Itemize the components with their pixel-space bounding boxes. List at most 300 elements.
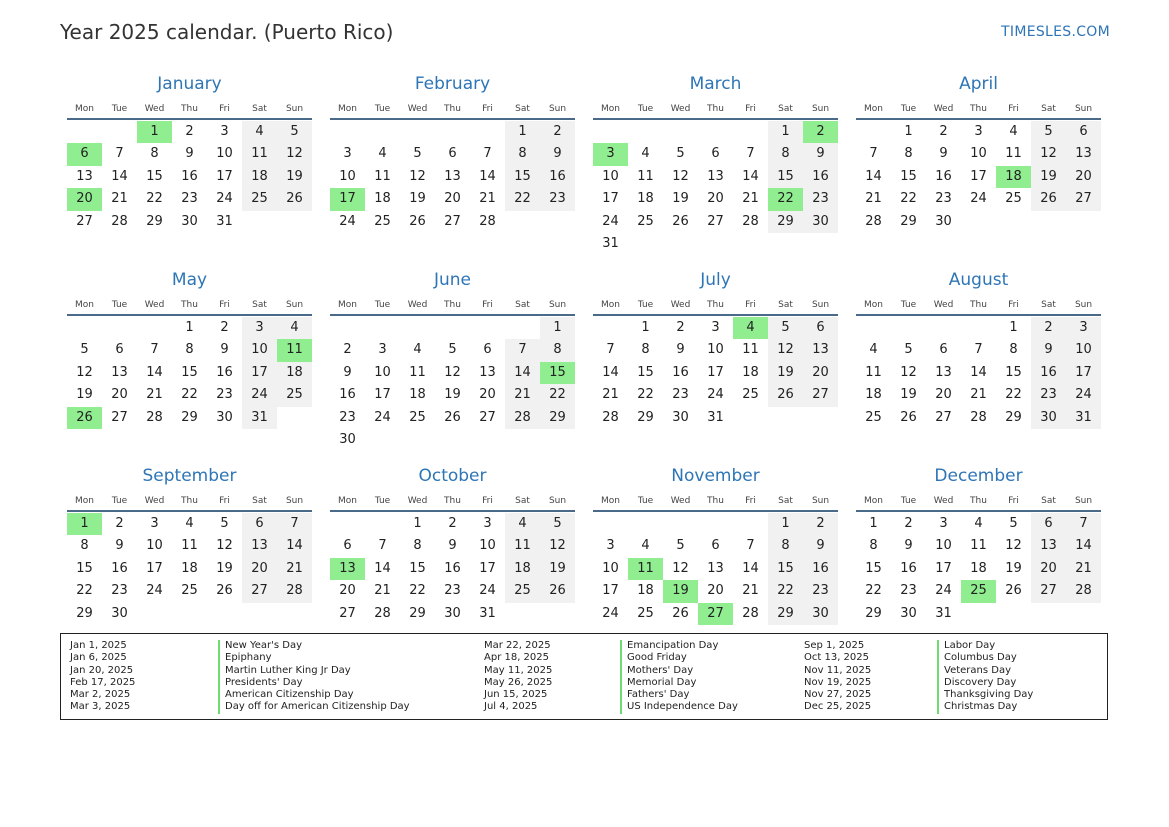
day-cell: 20: [242, 558, 277, 580]
weekday-label: Sat: [515, 496, 530, 506]
day-cell: 8: [540, 339, 575, 361]
weekday-label: Fri: [1008, 104, 1019, 114]
day-cell: 12: [900, 364, 917, 380]
day-cell: 14: [505, 362, 540, 384]
weekday-header: [593, 98, 838, 120]
day-cell: 15: [865, 560, 882, 576]
day-cell: 2: [540, 121, 575, 143]
weekday-label: Sun: [811, 496, 830, 506]
day-cell: 16: [339, 387, 356, 403]
day-cell: 1: [505, 121, 540, 143]
day-cell: 22: [409, 583, 426, 599]
day-cell: 24: [479, 583, 496, 599]
day-cell: 27: [1031, 580, 1066, 602]
day-cell: 3: [483, 516, 492, 531]
day-cell: 28: [602, 409, 619, 425]
day-cell: 10: [146, 538, 163, 554]
legend-date: Jan 6, 2025: [70, 652, 127, 664]
day-cell: 7: [277, 513, 312, 535]
empty-cell: [67, 121, 102, 143]
day-cell: 27: [479, 409, 496, 425]
day-cell: 19: [672, 191, 689, 207]
day-cell: 28: [479, 213, 496, 229]
legend-date: Jan 20, 2025: [70, 664, 134, 676]
legend-date: Oct 13, 2025: [804, 652, 869, 664]
holiday-day-cell: 1: [67, 513, 102, 535]
month-july: [593, 266, 838, 451]
day-cell: 3: [150, 516, 159, 531]
day-cell: 2: [676, 320, 685, 335]
day-cell: 10: [707, 342, 724, 358]
weekday-label: Sun: [1074, 496, 1093, 506]
day-cell: 12: [540, 535, 575, 557]
legend-date: Jun 15, 2025: [484, 689, 548, 701]
day-cell: 23: [1031, 384, 1066, 406]
weekday-label: Thu: [181, 300, 198, 310]
day-cell: 15: [768, 166, 803, 188]
month-name: January: [157, 74, 222, 94]
day-cell: 17: [479, 560, 496, 576]
weekday-label: Wed: [670, 496, 691, 506]
holiday-day-cell: 6: [67, 143, 102, 165]
weekday-label: Thu: [444, 300, 461, 310]
site-link[interactable]: TIMESLES.COM: [1001, 24, 1110, 40]
legend-names-1: [218, 640, 410, 714]
empty-cell: [698, 121, 733, 143]
day-cell: 12: [768, 339, 803, 361]
month-name: November: [671, 466, 760, 486]
day-cell: 22: [768, 580, 803, 602]
day-cell: 2: [343, 342, 352, 358]
day-cell: 8: [768, 143, 803, 165]
day-cell: 7: [869, 146, 878, 162]
month-october: [330, 462, 575, 647]
day-cell: 29: [1005, 409, 1022, 425]
day-cell: 9: [939, 146, 948, 162]
legend-date: Jul 4, 2025: [484, 701, 538, 713]
day-cell: 1: [869, 516, 878, 531]
day-cell: 1: [768, 513, 803, 535]
empty-cell: [628, 513, 663, 535]
weekday-label: Sat: [252, 300, 267, 310]
day-cell: 3: [1066, 317, 1101, 339]
weekday-label: Mon: [864, 104, 883, 114]
day-cell: 21: [602, 387, 619, 403]
day-cell: 30: [181, 213, 198, 229]
day-cell: 28: [742, 605, 759, 621]
day-cell: 21: [742, 583, 759, 599]
day-cell: 5: [448, 342, 457, 358]
weekday-label: Mon: [338, 496, 357, 506]
day-cell: 5: [80, 342, 89, 358]
holiday-day-cell: 15: [540, 362, 575, 384]
day-cell: 16: [900, 560, 917, 576]
day-cell: 25: [277, 384, 312, 406]
weekday-label: Sat: [778, 300, 793, 310]
day-cell: 17: [970, 168, 987, 184]
day-cell: 20: [444, 191, 461, 207]
day-cell: 8: [1009, 342, 1018, 358]
empty-cell: [330, 121, 365, 143]
day-cell: 8: [505, 143, 540, 165]
weekday-label: Sun: [285, 300, 304, 310]
day-cell: 24: [242, 384, 277, 406]
weekday-label: Fri: [219, 496, 230, 506]
day-cell: 1: [768, 121, 803, 143]
day-cell: 10: [242, 339, 277, 361]
day-cell: 2: [115, 516, 124, 531]
legend-date: Feb 17, 2025: [70, 676, 136, 688]
day-cell: 11: [1005, 146, 1022, 162]
day-cell: 25: [409, 409, 426, 425]
day-cell: 12: [409, 168, 426, 184]
day-cell: 28: [865, 213, 882, 229]
day-cell: 18: [637, 191, 654, 207]
legend-names-3: [937, 640, 1033, 714]
day-cell: 3: [939, 516, 948, 531]
day-cell: 5: [1031, 121, 1066, 143]
weekday-label: Mon: [75, 300, 94, 310]
day-cell: 17: [146, 560, 163, 576]
day-cell: 13: [803, 339, 838, 361]
month-name: December: [934, 466, 1023, 486]
day-cell: 16: [540, 166, 575, 188]
day-cell: 11: [970, 538, 987, 554]
day-cell: 6: [242, 513, 277, 535]
weekday-label: Mon: [338, 104, 357, 114]
weekday-label: Tue: [900, 104, 917, 114]
empty-cell: [593, 121, 628, 143]
day-cell: 23: [900, 583, 917, 599]
day-cell: 14: [111, 168, 128, 184]
day-cell: 29: [146, 213, 163, 229]
days-grid: [330, 513, 575, 625]
day-cell: 23: [935, 191, 952, 207]
legend-holiday-name: Day off for American Citizenship Day: [218, 701, 410, 713]
day-cell: 13: [707, 560, 724, 576]
day-cell: 23: [444, 583, 461, 599]
weekday-label: Thu: [181, 496, 198, 506]
day-cell: 7: [746, 146, 755, 162]
day-cell: 29: [540, 407, 575, 429]
day-cell: 15: [900, 168, 917, 184]
day-cell: 9: [448, 538, 457, 554]
day-cell: 20: [707, 191, 724, 207]
day-cell: 18: [505, 558, 540, 580]
day-cell: 2: [448, 516, 457, 531]
days-grid: [67, 121, 312, 233]
weekday-header: [330, 490, 575, 512]
day-cell: 12: [1031, 143, 1066, 165]
empty-cell: [856, 317, 891, 339]
day-cell: 18: [277, 362, 312, 384]
day-cell: 9: [803, 535, 838, 557]
holiday-day-cell: 26: [67, 407, 102, 429]
legend-holiday-name: Epiphany: [218, 652, 410, 664]
day-cell: 18: [970, 560, 987, 576]
day-cell: 24: [602, 213, 619, 229]
month-january: [67, 70, 312, 255]
day-cell: 28: [505, 407, 540, 429]
legend-holiday-name: Fathers' Day: [620, 689, 738, 701]
day-cell: 26: [444, 409, 461, 425]
day-cell: 22: [146, 191, 163, 207]
legend-holiday-name: Martin Luther King Jr Day: [218, 665, 410, 677]
day-cell: 21: [1066, 558, 1101, 580]
day-cell: 19: [409, 191, 426, 207]
days-grid: [856, 317, 1101, 429]
month-name: April: [959, 74, 998, 94]
day-cell: 5: [540, 513, 575, 535]
day-cell: 13: [242, 535, 277, 557]
day-cell: 1: [904, 124, 913, 139]
legend-date: Mar 22, 2025: [484, 640, 551, 651]
empty-cell: [400, 317, 435, 339]
day-cell: 24: [146, 583, 163, 599]
day-cell: 23: [181, 191, 198, 207]
day-cell: 14: [742, 168, 759, 184]
weekday-label: Fri: [219, 104, 230, 114]
day-cell: 14: [742, 560, 759, 576]
day-cell: 11: [374, 168, 391, 184]
day-cell: 4: [1009, 124, 1018, 139]
day-cell: 3: [220, 124, 229, 139]
day-cell: 19: [768, 362, 803, 384]
day-cell: 18: [374, 191, 391, 207]
day-cell: 22: [865, 583, 882, 599]
weekday-label: Mon: [601, 104, 620, 114]
weekday-header: [856, 490, 1101, 512]
day-cell: 13: [444, 168, 461, 184]
day-cell: 26: [216, 583, 233, 599]
legend-names-2: [620, 640, 738, 714]
legend-holiday-name: Discovery Day: [937, 677, 1033, 689]
day-cell: 2: [185, 124, 194, 139]
day-cell: 7: [150, 342, 159, 358]
day-cell: 30: [900, 605, 917, 621]
day-cell: 12: [1005, 538, 1022, 554]
day-cell: 15: [76, 560, 93, 576]
day-cell: 16: [935, 168, 952, 184]
day-cell: 6: [803, 317, 838, 339]
day-cell: 9: [904, 538, 913, 554]
weekday-label: Fri: [745, 104, 756, 114]
day-cell: 18: [865, 387, 882, 403]
day-cell: 8: [869, 538, 878, 554]
day-cell: 28: [742, 213, 759, 229]
day-cell: 26: [1005, 583, 1022, 599]
legend-holiday-name: Columbus Day: [937, 652, 1033, 664]
weekday-label: Sun: [811, 300, 830, 310]
day-cell: 21: [374, 583, 391, 599]
legend-holiday-name: Labor Day: [937, 640, 1033, 652]
day-cell: 25: [242, 188, 277, 210]
empty-cell: [470, 317, 505, 339]
day-cell: 29: [76, 605, 93, 621]
empty-cell: [330, 513, 365, 535]
weekday-label: Tue: [111, 104, 128, 114]
month-name: August: [948, 270, 1009, 290]
day-cell: 14: [146, 364, 163, 380]
weekday-label: Thu: [707, 300, 724, 310]
legend-date: May 11, 2025: [484, 664, 553, 676]
day-cell: 22: [181, 387, 198, 403]
day-cell: 31: [602, 235, 619, 251]
day-cell: 2: [803, 513, 838, 535]
weekday-label: Tue: [374, 496, 391, 506]
day-cell: 19: [277, 166, 312, 188]
legend-holiday-name: Emancipation Day: [620, 640, 738, 652]
empty-cell: [435, 121, 470, 143]
day-cell: 17: [935, 560, 952, 576]
day-cell: 6: [448, 146, 457, 162]
day-cell: 5: [676, 538, 685, 554]
empty-cell: [137, 317, 172, 339]
day-cell: 26: [672, 213, 689, 229]
day-cell: 23: [216, 387, 233, 403]
empty-cell: [102, 121, 137, 143]
empty-cell: [593, 513, 628, 535]
weekday-label: Mon: [864, 300, 883, 310]
day-cell: 24: [339, 213, 356, 229]
month-september: [67, 462, 312, 647]
day-cell: 1: [413, 516, 422, 531]
day-cell: 26: [768, 384, 803, 406]
day-cell: 5: [904, 342, 913, 358]
empty-cell: [856, 121, 891, 143]
day-cell: 30: [1031, 407, 1066, 429]
day-cell: 7: [746, 538, 755, 554]
day-cell: 20: [707, 583, 724, 599]
legend-date: Nov 11, 2025: [804, 664, 872, 676]
day-cell: 19: [444, 387, 461, 403]
holiday-legend: [60, 633, 1108, 720]
day-cell: 19: [216, 560, 233, 576]
weekday-header: [330, 98, 575, 120]
day-cell: 21: [146, 387, 163, 403]
day-cell: 17: [602, 583, 619, 599]
day-cell: 13: [1031, 535, 1066, 557]
weekday-label: Wed: [933, 104, 954, 114]
weekday-label: Mon: [601, 496, 620, 506]
legend-holiday-name: New Year's Day: [218, 640, 410, 652]
weekday-label: Wed: [670, 300, 691, 310]
day-cell: 20: [935, 387, 952, 403]
legend-date: Jan 1, 2025: [70, 640, 127, 651]
day-cell: 26: [672, 605, 689, 621]
day-cell: 29: [181, 409, 198, 425]
empty-cell: [926, 317, 961, 339]
day-cell: 24: [216, 191, 233, 207]
day-cell: 15: [768, 558, 803, 580]
day-cell: 6: [1066, 121, 1101, 143]
day-cell: 27: [444, 213, 461, 229]
day-cell: 21: [970, 387, 987, 403]
day-cell: 17: [602, 191, 619, 207]
day-cell: 11: [637, 168, 654, 184]
empty-cell: [961, 317, 996, 339]
weekday-label: Thu: [707, 104, 724, 114]
day-cell: 4: [641, 538, 650, 554]
day-cell: 22: [76, 583, 93, 599]
page-title: Year 2025 calendar. (Puerto Rico): [60, 20, 394, 44]
day-cell: 18: [181, 560, 198, 576]
day-cell: 21: [742, 191, 759, 207]
weekday-label: Mon: [601, 300, 620, 310]
weekday-label: Wed: [933, 300, 954, 310]
day-cell: 16: [181, 168, 198, 184]
weekday-header: [67, 490, 312, 512]
weekday-label: Tue: [637, 300, 654, 310]
holiday-day-cell: 2: [803, 121, 838, 143]
empty-cell: [435, 317, 470, 339]
day-cell: 3: [711, 320, 720, 335]
month-name: February: [414, 74, 491, 94]
weekday-label: Thu: [970, 300, 987, 310]
month-name: September: [142, 466, 237, 486]
empty-cell: [330, 317, 365, 339]
weekday-label: Sun: [811, 104, 830, 114]
legend-date: Sep 1, 2025: [804, 640, 865, 651]
weekday-label: Fri: [482, 496, 493, 506]
empty-cell: [733, 513, 768, 535]
day-cell: 28: [277, 580, 312, 602]
day-cell: 18: [409, 387, 426, 403]
day-cell: 2: [220, 320, 229, 335]
weekday-label: Wed: [407, 104, 428, 114]
day-cell: 30: [672, 409, 689, 425]
empty-cell: [470, 121, 505, 143]
weekday-label: Tue: [374, 300, 391, 310]
day-cell: 14: [374, 560, 391, 576]
day-cell: 22: [540, 384, 575, 406]
days-grid: [593, 121, 838, 255]
day-cell: 10: [216, 146, 233, 162]
day-cell: 15: [146, 168, 163, 184]
month-august: [856, 266, 1101, 451]
day-cell: 21: [865, 191, 882, 207]
day-cell: 13: [1066, 143, 1101, 165]
holiday-day-cell: 17: [330, 188, 365, 210]
weekday-label: Fri: [219, 300, 230, 310]
empty-cell: [102, 317, 137, 339]
day-cell: 3: [606, 538, 615, 554]
empty-cell: [400, 121, 435, 143]
month-name: May: [171, 270, 208, 290]
day-cell: 26: [277, 188, 312, 210]
day-cell: 17: [242, 362, 277, 384]
day-cell: 13: [479, 364, 496, 380]
day-cell: 24: [970, 191, 987, 207]
day-cell: 24: [707, 387, 724, 403]
holiday-day-cell: 13: [330, 558, 365, 580]
day-cell: 16: [1031, 362, 1066, 384]
day-cell: 6: [939, 342, 948, 358]
weekday-label: Sat: [1041, 496, 1056, 506]
day-cell: 19: [1005, 560, 1022, 576]
legend-holiday-name: Presidents' Day: [218, 677, 410, 689]
day-cell: 1: [540, 317, 575, 339]
weekday-label: Thu: [444, 496, 461, 506]
weekday-label: Mon: [75, 104, 94, 114]
day-cell: 27: [1066, 188, 1101, 210]
legend-date: Nov 27, 2025: [804, 689, 872, 701]
day-cell: 20: [111, 387, 128, 403]
day-cell: 10: [602, 560, 619, 576]
day-cell: 22: [1005, 387, 1022, 403]
day-cell: 7: [115, 146, 124, 162]
empty-cell: [67, 317, 102, 339]
